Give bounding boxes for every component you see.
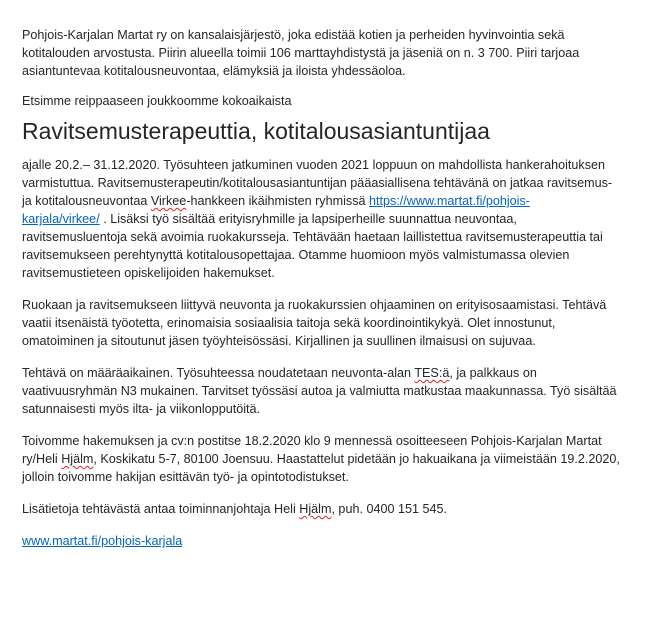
paragraph-line: vaatii itsenäistä työotetta, erinomaisia sosiaalisia taitoja sekä koordinointikykyä. Olet innostunut, (22, 316, 556, 330)
paragraph-line: ajalle 20.2.– 31.12.2020. Työsuhteen jatkuminen vuoden 2021 loppuun on mahdollista hankerahoituksen (22, 158, 606, 172)
paragraph-line: ravitsemukseen perehtynyttä kotitalousopettajaa. Otamme huomioon myös valmistumassa olevien (22, 248, 570, 262)
martat-website-link[interactable]: www.martat.fi/pohjois-karjala (22, 534, 183, 548)
paragraph-line: Toivomme hakemuksen ja cv:n postitse 18.2.2020 klo 9 mennessä osoitteeseen Pohjois-Karjalan Martat (22, 434, 602, 448)
text-run: -hankkeen ikäihmisten ryhmissä (186, 194, 369, 208)
paragraph-line (22, 500, 662, 518)
paragraph-line: varmistuttua. Ravitsemusterapeutin/kotitalousasiantuntijan pääasiallisena tehtävänä on jatkaa ravitsemus- (22, 176, 613, 190)
lead-text: Etsimme reippaaseen joukkoomme kokoaikaista (22, 94, 292, 108)
text-run: ja kotitalousneuvontaa (22, 194, 151, 208)
paragraph-line: Ruokaan ja ravitsemukseen liittyvä neuvonta ja ruokakurssien ohjaaminen on erityisosaamistasi. Tehtävä (22, 298, 607, 312)
intro-line: kotitalouden arvostusta. Piirin alueella toimii 106 marttayhdistystä ja jäseniä on n. 3 700. Piiri tarjoaa (22, 46, 580, 60)
paragraph-line: jolloin toivomme hakijan esittävän työ- ja opintotodistukset. (22, 470, 349, 484)
text-run: , puh. 0400 151 545. (331, 502, 447, 516)
paragraph-line: ravitsemusluentoja sekä avoimia ruokakursseja. Tehtävään haetaan laillistettua ravitsemusterapeuttia tai (22, 230, 603, 244)
paragraph-line (22, 364, 662, 382)
virkee-link-continued[interactable]: karjala/virkee/ (22, 212, 100, 226)
spellcheck-word: TES:ä (414, 366, 450, 380)
document-page (22, 26, 662, 550)
text-run: ry/Heli (22, 452, 62, 466)
virkee-link[interactable]: https://www.martat.fi/pohjois- (369, 194, 530, 208)
paragraph-line (22, 192, 662, 210)
paragraph-line (22, 210, 662, 228)
spellcheck-word: Virkee (150, 194, 187, 208)
paragraph-line: satunnaisesti myös ilta- ja viikonlopputöitä. (22, 402, 261, 416)
job-description-paragraph (22, 156, 662, 282)
paragraph-line (22, 450, 662, 468)
text-run: Lisätietoja tehtävästä antaa toiminnanjohtaja Heli (22, 502, 300, 516)
paragraph-line: ravitsemustieteen opiskelijoiden hakemukset. (22, 266, 275, 280)
contact-paragraph (22, 500, 662, 518)
spellcheck-word: Hjälm (61, 452, 94, 466)
spellcheck-word: Hjälm (299, 502, 332, 516)
intro-paragraph (22, 26, 662, 80)
paragraph-line: vaativuusryhmän N3 mukainen. Tarvitset työssäsi autoa ja valmiutta matkustaa maakunnassa. Työ sisältää (22, 384, 617, 398)
paragraph-line: omatoiminen ja sitoutunut jäsen työyhteisössäsi. Kirjallinen ja suullinen ilmaisusi on sujuvaa. (22, 334, 536, 348)
text-run: , Koskikatu 5-7, 80100 Joensuu. Haastattelut pidetään jo hakuaikana ja viimeistään 19.2.2020, (93, 452, 620, 466)
text-run: . Lisäksi työ sisältää erityisryhmille ja lapsiperheille suunnattua neuvontaa, (99, 212, 517, 226)
skills-paragraph (22, 296, 662, 350)
application-paragraph (22, 432, 662, 486)
text-run: , ja palkkaus on (449, 366, 537, 380)
intro-line: Pohjois-Karjalan Martat ry on kansalaisjärjestö, joka edistää kotien ja perheiden hyvinvointia sekä (22, 28, 565, 42)
footer-paragraph (22, 532, 662, 550)
intro-line: asiantuntevaa kotitalousneuvontaa, elämyksiä ja iloista yhdessäoloa. (22, 64, 406, 78)
terms-paragraph (22, 364, 662, 418)
text-run: Tehtävä on määräaikainen. Työsuhteessa noudatetaan neuvonta-alan (22, 366, 415, 380)
job-title-heading: Ravitsemusterapeuttia, kotitalousasiantuntijaa (22, 118, 490, 144)
